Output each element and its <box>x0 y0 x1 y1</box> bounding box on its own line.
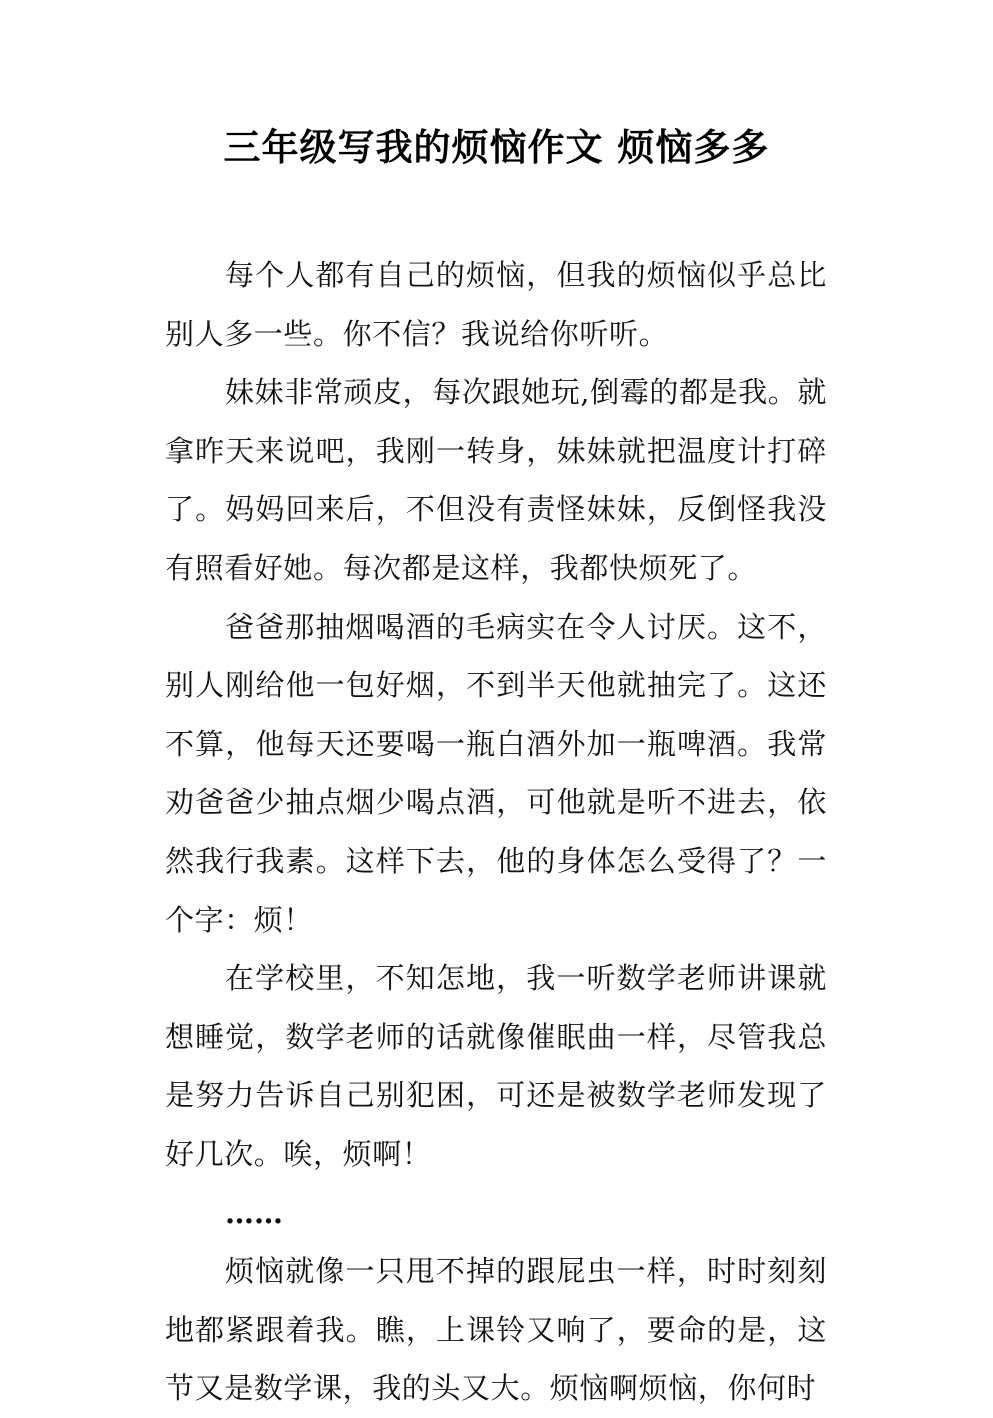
document-title: 三年级写我的烦恼作文 烦恼多多 <box>223 126 770 169</box>
paragraph-intro: 每个人都有自己的烦恼，但我的烦恼似乎总比别人多一些。你不信？我说给你听听。 <box>165 258 827 351</box>
paragraph-father: 爸爸那抽烟喝酒的毛病实在令人讨厌。这不，别人刚给他一包好烟，不到半天他就抽完了。这还不算，他每天还要喝一瓶白酒外加一瓶啤酒。我常劝爸爸少抽点烟少喝点酒，可他就是听不进去，依然我行我素。这样下去，他的身体怎么受得了？一个字：烦！ <box>165 609 827 937</box>
paragraph-ellipsis: …… <box>225 1195 283 1230</box>
paragraph-school: 在学校里，不知怎地，我一听数学老师讲课就想睡觉，数学老师的话就像催眠曲一样，尽管我总是努力告诉自己别犯困，可还是被数学老师发现了好几次。唉，烦啊！ <box>165 961 827 1171</box>
document-body <box>165 246 827 1418</box>
paragraph-conclusion: 烦恼就像一只甩不掉的跟屁虫一样，时时刻刻地都紧跟着我。瞧，上课铃又响了，要命的是，这节又是数学课，我的头又大。烦恼啊烦恼，你何时 <box>165 1254 827 1406</box>
paragraph-sister: 妹妹非常顽皮，每次跟她玩,倒霉的都是我。就拿昨天来说吧，我刚一转身，妹妹就把温度计打碎了。妈妈回来后，不但没有责怪妹妹，反倒怪我没有照看好她。每次都是这样，我都快烦死了。 <box>165 375 827 585</box>
